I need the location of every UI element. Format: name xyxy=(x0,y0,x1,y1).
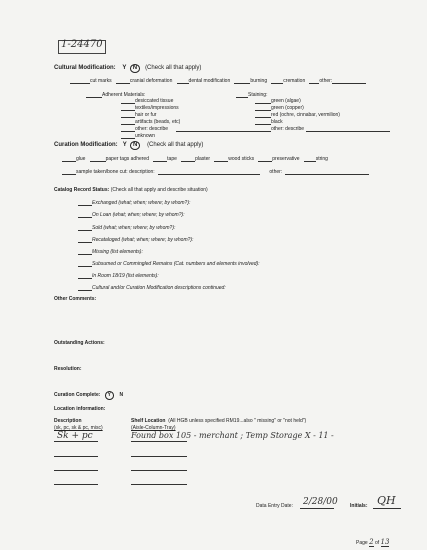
adherent-label: Adherent Materials: xyxy=(102,92,146,98)
page-indicator xyxy=(356,538,389,546)
shelf-line xyxy=(131,441,187,442)
plaster[interactable]: plaster xyxy=(195,156,211,162)
description-line xyxy=(54,470,98,471)
in-room[interactable]: In Room 18/19 (list elements): xyxy=(92,273,159,279)
staining-item[interactable]: other: describe xyxy=(271,125,305,132)
catalog-item xyxy=(78,272,159,279)
paper-tags[interactable]: paper tags adhered xyxy=(105,156,149,162)
description-label: Description xyxy=(54,418,82,424)
curation-complete-no[interactable]: N xyxy=(119,392,124,398)
page-total: 13 xyxy=(380,538,390,546)
glue[interactable]: glue xyxy=(76,156,86,162)
description-line xyxy=(54,441,98,442)
shelf-sub: (Aisle-Column-Tray) xyxy=(131,425,176,431)
shelf-label: Shelf Location xyxy=(131,418,166,424)
cremation[interactable]: cremation xyxy=(283,78,306,84)
catalog-item xyxy=(78,211,185,218)
tape[interactable]: tape xyxy=(167,156,177,162)
cranial-deformation[interactable]: cranial deformation xyxy=(129,78,173,84)
description-value[interactable]: Sk + pc xyxy=(57,431,93,441)
shelf-line xyxy=(131,470,187,471)
data-entry-line xyxy=(300,508,334,509)
adherent-item[interactable]: artifacts (beads, etc) xyxy=(135,118,181,125)
other-cultural[interactable]: other: xyxy=(319,78,333,84)
sample-row xyxy=(62,168,369,175)
other-curation-label[interactable]: other: xyxy=(269,169,283,175)
cultural-mod-yes[interactable]: Y xyxy=(122,65,127,71)
data-entry-value[interactable]: 2/28/00 xyxy=(303,497,338,507)
other-comments: Other Comments: xyxy=(54,296,97,302)
exchanged[interactable]: Exchanged (what; when; where; by whom?): xyxy=(92,200,191,206)
cultural-mod-no[interactable]: N xyxy=(130,64,140,73)
catalog-row xyxy=(54,187,208,193)
record-id: 1-24470 xyxy=(61,39,103,50)
shelf-header xyxy=(131,418,306,424)
recataloged[interactable]: Recataloged (what; when; where; by whom?): xyxy=(92,237,194,243)
catalog-hint: (Check all that apply and describe situation) xyxy=(110,187,208,193)
curation-complete-label: Curation Complete: xyxy=(54,392,101,398)
cultural-mod-hint: (Check all that apply) xyxy=(145,65,202,71)
adherent-item[interactable]: desiccated tissue xyxy=(135,97,174,104)
staining-item[interactable]: red (ochre, cinnabar, vermilion) xyxy=(271,111,340,118)
cultural-mod-items xyxy=(70,77,366,84)
shelf-value[interactable]: Found box 105 - merchant ; Temp Storage X - 11 - xyxy=(131,431,334,440)
curation-complete-yes[interactable]: Y xyxy=(105,391,114,400)
initials-label: Initials: xyxy=(350,503,368,509)
string[interactable]: string xyxy=(315,156,328,162)
wood-sticks[interactable]: wood sticks xyxy=(228,156,255,162)
adherent-item[interactable]: textiles/impressions xyxy=(135,104,179,111)
adherent-list xyxy=(121,97,264,139)
on-loan[interactable]: On Loan (what; when; where; by whom?): xyxy=(92,212,185,218)
subsumed[interactable]: Subsumed or Commingled Remains (Cat. numbers and elements involved): xyxy=(92,261,260,267)
page-num: 2 xyxy=(369,538,374,546)
cut-marks[interactable]: cut marks xyxy=(90,78,112,84)
page-of: of xyxy=(374,540,380,546)
curation-mod-hint: (Check all that apply) xyxy=(147,142,204,148)
catalog-label: Catalog Record Status: xyxy=(54,187,110,193)
curation-mod-no[interactable]: N xyxy=(130,141,140,150)
staining-label: Staining: xyxy=(248,92,268,98)
description-line xyxy=(54,456,98,457)
outstanding-actions: Outstanding Actions: xyxy=(54,340,105,346)
description-line xyxy=(54,484,98,485)
catalog-item xyxy=(78,284,226,291)
staining-item[interactable]: green (copper) xyxy=(271,104,304,111)
preservative[interactable]: preservative xyxy=(272,156,300,162)
catalog-item xyxy=(78,248,143,255)
data-entry-label: Data Entry Date: xyxy=(256,503,293,509)
curation-complete-row xyxy=(54,391,123,400)
staining-list xyxy=(255,97,390,132)
description-sub: (sk, pc, sk & pc, misc) xyxy=(54,425,103,431)
staining-item[interactable]: green (algae) xyxy=(271,97,301,104)
missing[interactable]: Missing (list elements): xyxy=(92,249,143,255)
shelf-note: (All HGB unless specified RM19...also " missing" or "not held") xyxy=(168,418,307,424)
dental-modification[interactable]: dental modification xyxy=(188,78,231,84)
curation-mod-label: Curation Modification: xyxy=(54,142,118,148)
shelf-line xyxy=(131,456,187,457)
sample-label[interactable]: sample taken/bone cut: description: xyxy=(76,169,155,175)
descriptions-continued[interactable]: Cultural and/or Curation Modification descriptions continued: xyxy=(92,285,226,291)
staining-item[interactable]: black xyxy=(271,118,283,125)
shelf-line xyxy=(131,484,187,485)
page-label: Page xyxy=(356,540,368,546)
curation-mod-yes[interactable]: Y xyxy=(122,142,127,148)
sold[interactable]: Sold (what; when; where; by whom?): xyxy=(92,225,176,231)
cultural-mod-row xyxy=(54,64,201,73)
catalog-item xyxy=(78,260,260,267)
initials-value[interactable]: QH xyxy=(377,494,396,507)
adherent-item[interactable]: unknown xyxy=(135,132,156,139)
adherent-item[interactable]: other: describe xyxy=(135,125,169,132)
location-info: Location information: xyxy=(54,406,106,412)
curation-mod-row xyxy=(54,141,203,150)
adherent-item[interactable]: hair or fur xyxy=(135,111,157,118)
catalog-item xyxy=(78,199,190,206)
catalog-item xyxy=(78,224,175,231)
burning[interactable]: burning xyxy=(250,78,268,84)
resolution: Resolution: xyxy=(54,366,82,372)
cultural-mod-label: Cultural Modification: xyxy=(54,65,116,71)
curation-mod-items xyxy=(62,155,328,162)
initials-line xyxy=(373,508,401,509)
catalog-item xyxy=(78,236,193,243)
